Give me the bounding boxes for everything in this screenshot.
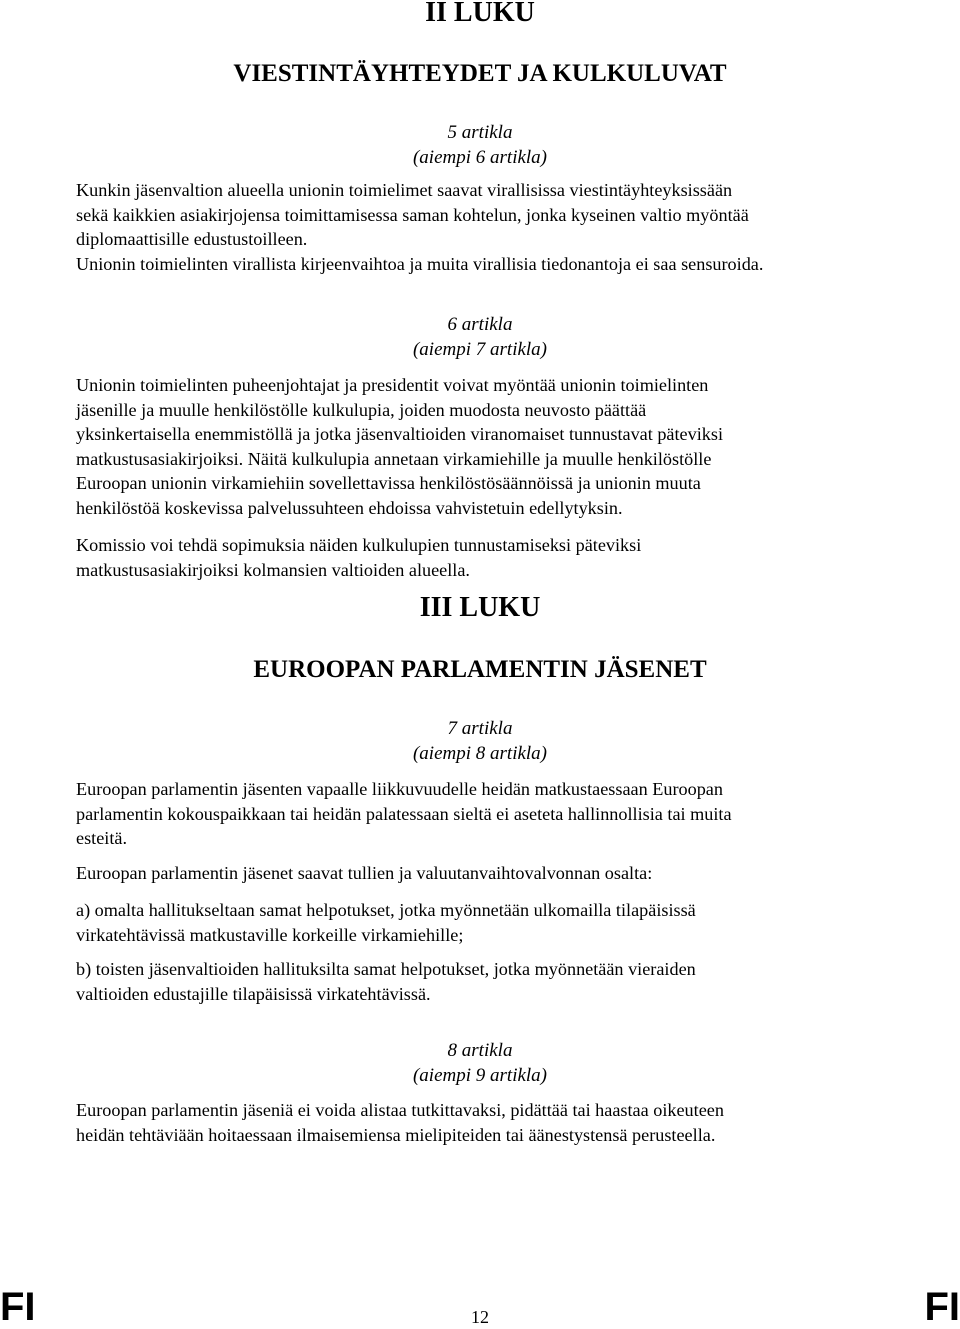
- article-heading: 7 artikla: [447, 718, 513, 739]
- text-line: sekä kaikkien asiakirjojensa toimittamisessa saman kohtelun, jonka kyseinen valtio myöntää: [76, 204, 749, 225]
- list-item: [76, 898, 906, 947]
- article-former-number: (aiempi 7 artikla): [412, 339, 548, 360]
- text-line: esteitä.: [76, 828, 128, 849]
- text-line: Unionin toimielinten virallista kirjeenvaihtoa ja muita virallisia tiedonantoja ei saa sensuroida.: [76, 253, 764, 274]
- article-paragraph: [76, 861, 906, 886]
- text-line: matkustusasiakirjoiksi. Näitä kulkulupia annetaan virkamiehille ja muulle henkilöstölle: [76, 448, 712, 469]
- text-line: b) toisten jäsenvaltioiden hallituksilta samat helpotukset, jotka myönnetään vieraiden: [76, 959, 696, 979]
- article-paragraph: [76, 178, 906, 276]
- text-line: Euroopan parlamentin jäseniä ei voida alistaa tutkittavaksi, pidättää tai haastaa oikeuteen: [76, 1100, 724, 1120]
- article-former-number: (aiempi 9 artikla): [412, 1065, 548, 1086]
- text-line: yksinkertaisella enemmistöllä ja jotka jäsenvaltioiden viranomaiset tunnustavat päteviksi: [76, 424, 724, 445]
- text-line: virkatehtävissä matkustaville korkeille virkamiehille;: [76, 924, 464, 945]
- article-heading: 5 artikla: [447, 122, 513, 143]
- text-line: Komissio voi tehdä sopimuksia näiden kulkulupien tunnustamiseksi päteviksi: [76, 535, 642, 555]
- article-heading: 8 artikla: [447, 1040, 513, 1061]
- text-line: diplomaattisille edustustoilleen.: [76, 229, 308, 250]
- article-paragraph: [76, 533, 906, 582]
- text-line: Kunkin jäsenvaltion alueella unionin toimielimet saavat virallisissa viestintäyhteyksissään: [76, 180, 733, 200]
- text-line: Euroopan parlamentin jäsenet saavat tullien ja valuutanvaihtovalvonnan osalta:: [76, 863, 653, 883]
- article-paragraph: [76, 373, 906, 521]
- text-line: Unionin toimielinten puheenjohtajat ja presidentit voivat myöntää unionin toimielinten: [76, 375, 709, 395]
- article-former-number: (aiempi 8 artikla): [412, 743, 548, 764]
- article-paragraph: [76, 1098, 906, 1147]
- article-paragraph: [76, 777, 906, 851]
- text-line: parlamentin kokouspaikkaan tai heidän palatessaan sieltä ei aseteta hallinnollisia tai muita: [76, 803, 732, 824]
- chapter-title: II LUKU: [425, 0, 535, 28]
- article-former-number: (aiempi 6 artikla): [412, 147, 548, 168]
- footer-language-code-left: FI: [0, 1285, 36, 1329]
- chapter-subtitle: VIESTINTÄYHTEYDET JA KULKULUVAT: [233, 60, 727, 87]
- text-line: henkilöstöä koskevissa palvelussuhteen ehdoissa vahvistetuin edellytyksin.: [76, 497, 623, 518]
- article-heading: 6 artikla: [447, 314, 513, 335]
- text-line: jäsenille ja muulle henkilöstölle kulkulupia, joiden muodosta neuvosto päättää: [76, 399, 647, 420]
- chapter-title: III LUKU: [419, 592, 541, 623]
- text-line: valtioiden edustajille tilapäisissä virkatehtävissä.: [76, 983, 431, 1004]
- text-line: matkustusasiakirjoiksi kolmansien valtioiden alueella.: [76, 559, 470, 580]
- text-line: Euroopan unionin virkamiehiin sovellettavissa henkilöstösäännöissä ja unionin muuta: [76, 473, 701, 494]
- list-item: [76, 957, 906, 1006]
- chapter-subtitle: EUROOPAN PARLAMENTIN JÄSENET: [253, 656, 707, 683]
- footer-language-code-right: FI: [924, 1285, 960, 1329]
- page-number: 12: [471, 1307, 489, 1327]
- text-line: Euroopan parlamentin jäsenten vapaalle liikkuvuudelle heidän matkustaessaan Euroopan: [76, 779, 723, 799]
- text-line: heidän tehtäviään hoitaessaan ilmaisemiensa mielipiteiden tai äänestystensä perusteella.: [76, 1124, 716, 1145]
- text-line: a) omalta hallitukseltaan samat helpotukset, jotka myönnetään ulkomailla tilapäisissä: [76, 900, 696, 920]
